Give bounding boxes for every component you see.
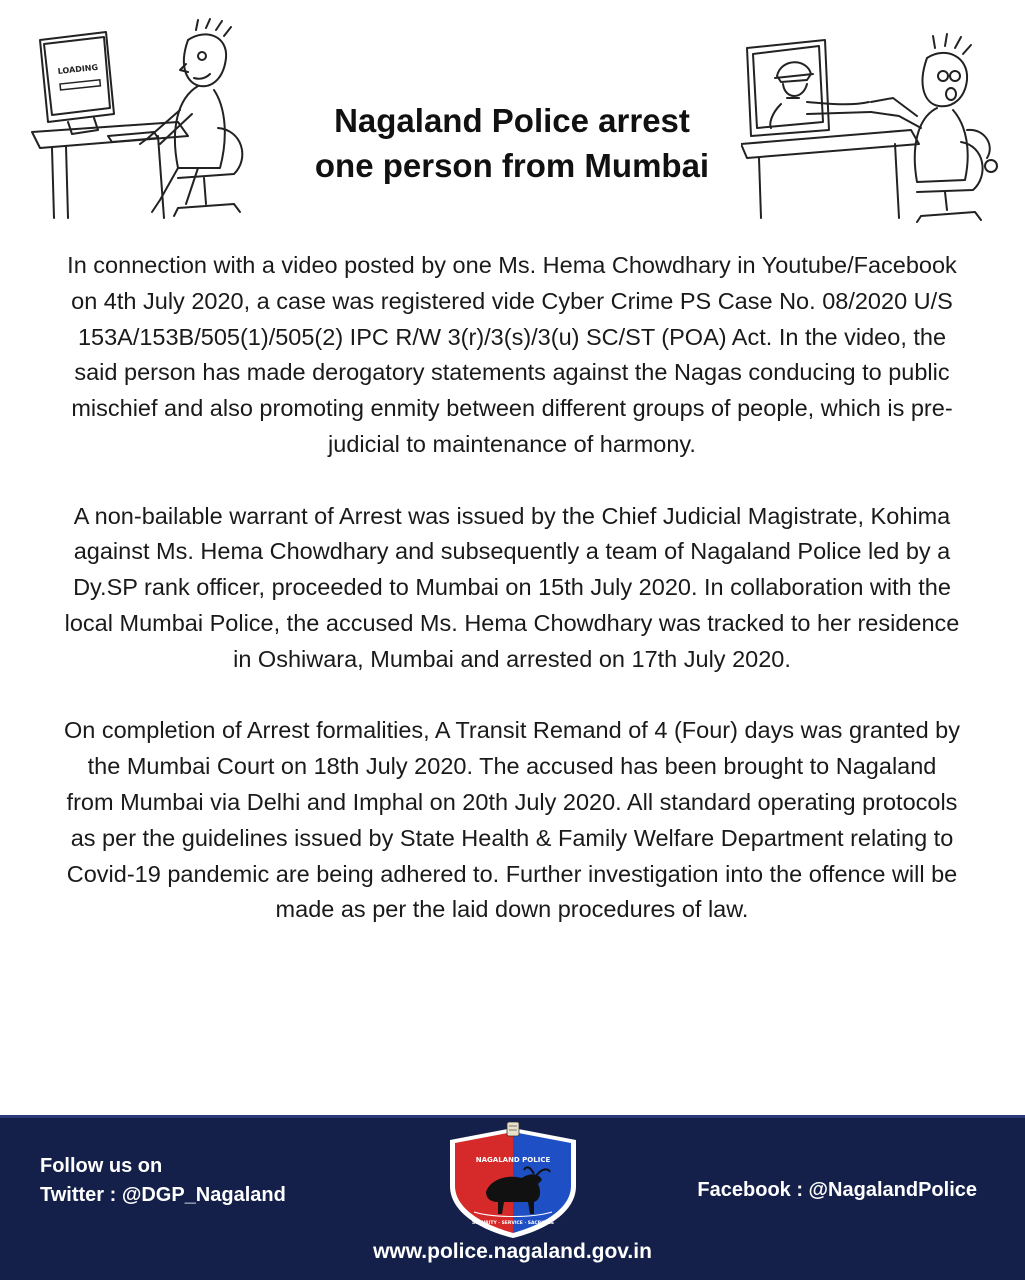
cartoon-person-at-computer [28,18,278,223]
website-link[interactable]: www.police.nagaland.gov.in [373,1240,652,1263]
paragraph-case-registered: In connection with a video posted by one Ms. Hema Chowdhary in Youtube/Facebook on 4th July 2020, a case was registered vide Cyber Crime PS Case No. 08/2020 U/S 153A/153B/505(1)/505(2) IPC R/W 3(r)/3(s)/3(u) SC/ST (POA) Act. In the video, the said person has made derogatory statements against the Nagas conducing to public mischief and also promoting enmity between different groups of people, which is pre-judicial to maintenance of harmony. [67,252,957,457]
social-follow [40,1152,286,1210]
cartoon-police-grabbing-person [741,18,1003,223]
footer-banner [0,1115,1025,1280]
twitter-handle[interactable]: Twitter : @DGP_Nagaland [40,1184,286,1206]
nagaland-police-badge-icon [446,1122,580,1240]
badge-title: NAGALAND POLICE [475,1156,551,1164]
headline-line-1: Nagaland Police arrest [334,102,690,139]
facebook-handle[interactable]: Facebook : @NagalandPolice [697,1179,977,1201]
follow-label: Follow us on [40,1155,163,1177]
headline [262,98,762,188]
press-release-body [62,248,962,964]
headline-line-2: one person from Mumbai [314,147,710,184]
badge-motto: SECURITY · SERVICE · SACRIFICE [471,1221,555,1226]
paragraph-warrant-arrest: A non-bailable warrant of Arrest was issued by the Chief Judicial Magistrate, Kohima against Ms. Hema Chowdhary and subsequently a team of Nagaland Police led by a Dy.SP rank officer, proceeded to Mumbai on 15th July 2020. In collaboration with the local Mumbai Police, the accused Ms. Hema Chowdhary was tracked to her residence in Oshiwara, Mumbai and arrested on 17th July 2020. [64,502,960,672]
paragraph-transit-remand: On completion of Arrest formalities, A Transit Remand of 4 (Four) days was granted by the Mumbai Court on 18th July 2020. The accused has been brought to Nagaland from Mumbai via Delhi and Imphal on 20th July 2020. All standard operating protocols as per the guidelines issued by State Health & Family Welfare Department relating to Covid-19 pandemic are being adhered to. Further investigation into the offence will be made as per the laid down procedures of law. [63,717,960,923]
loading-screen-text: LOADING [57,62,99,76]
